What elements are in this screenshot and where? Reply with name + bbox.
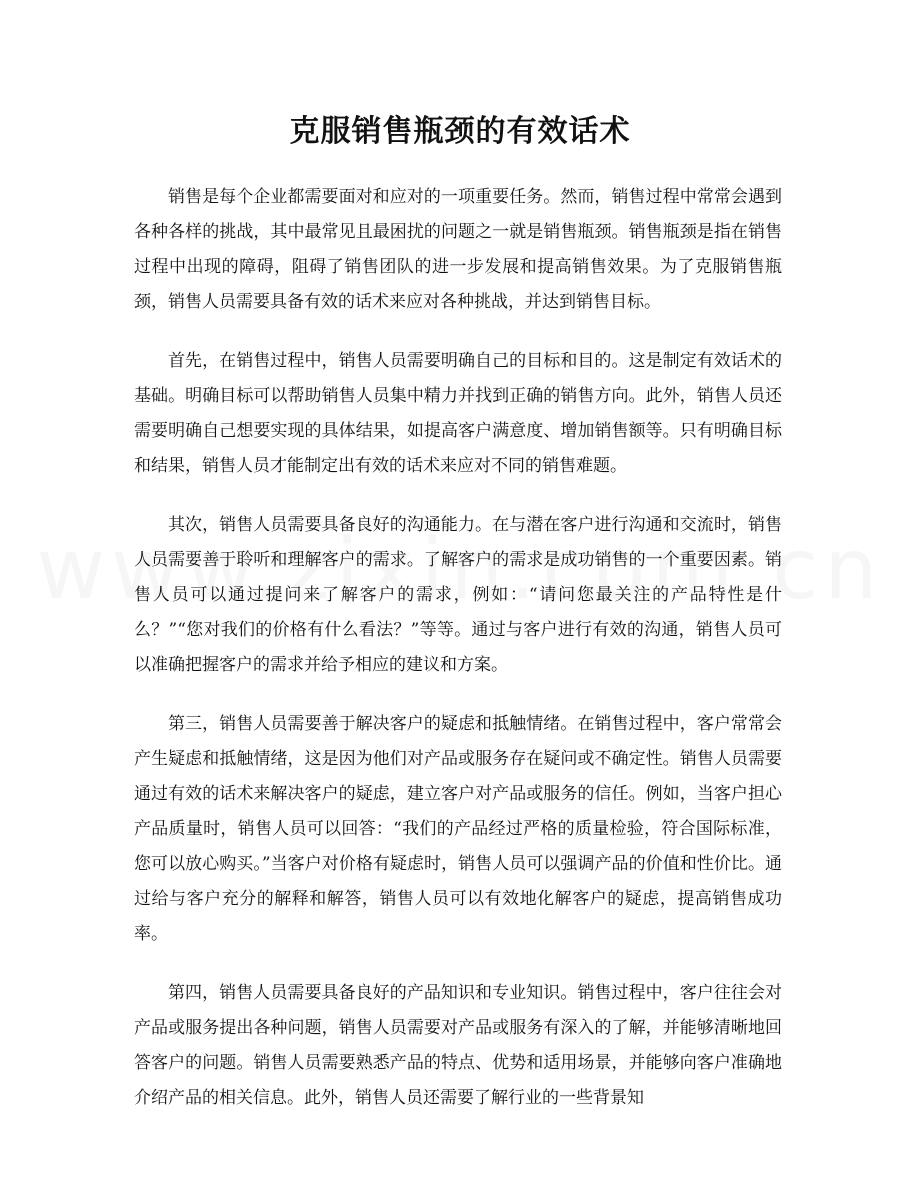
paragraph-3: 其次，销售人员需要具备良好的沟通能力。在与潜在客户进行沟通和交流时，销售人员需要善于聆听和理解客户的需求。了解客户的需求是成功销售的一个重要因素。销售人员可以通过提问来了解客户的需求，例如：“请问您最关注的产品特性是什么？”“您对我们的价格有什么看法？”等等。通过与客户进行有效的沟通，销售人员可以准确把握客户的需求并给予相应的建议和方案。: [134, 515, 782, 675]
document-body: [134, 180, 782, 1140]
paragraph-2: 首先，在销售过程中，销售人员需要明确自己的目标和目的。这是制定有效话术的基础。明确目标可以帮助销售人员集中精力并找到正确的销售方向。此外，销售人员还需要明确自己想要实现的具体结果，如提高客户满意度、增加销售额等。只有明确目标和结果，销售人员才能制定出有效的话术来应对不同的销售难题。: [134, 351, 782, 476]
paragraph-5: 第四，销售人员需要具备良好的产品知识和专业知识。销售过程中，客户往往会对产品或服务提出各种问题，销售人员需要对产品或服务有深入的了解，并能够清晰地回答客户的问题。销售人员需要熟悉产品的特点、优势和适用场景，并能够向客户准确地介绍产品的相关信息。此外，销售人员还需要了解行业的一些背景知: [134, 983, 782, 1108]
paragraph-1: 销售是每个企业都需要面对和应对的一项重要任务。然而，销售过程中常常会遇到各种各样的挑战，其中最常见且最困扰的问题之一就是销售瓶颈。销售瓶颈是指在销售过程中出现的障碍，阻碍了销售团队的进一步发展和提高销售效果。为了克服销售瓶颈，销售人员需要具备有效的话术来应对各种挑战，并达到销售目标。: [134, 187, 782, 312]
document-title: 克服销售瓶颈的有效话术: [289, 114, 631, 149]
paragraph-4: 第三，销售人员需要善于解决客户的疑虑和抵触情绪。在销售过程中，客户常常会产生疑虑和抵触情绪，这是因为他们对产品或服务存在疑问或不确定性。销售人员需要通过有效的话术来解决客户的疑虑，建立客户对产品或服务的信任。例如，当客户担心产品质量时，销售人员可以回答：“我们的产品经过严格的质量检验，符合国际标准，您可以放心购买。”当客户对价格有疑虑时，销售人员可以强调产品的价值和性价比。通过给与客户充分的解释和解答，销售人员可以有效地化解客户的疑虑，提高销售成功率。: [134, 714, 782, 944]
